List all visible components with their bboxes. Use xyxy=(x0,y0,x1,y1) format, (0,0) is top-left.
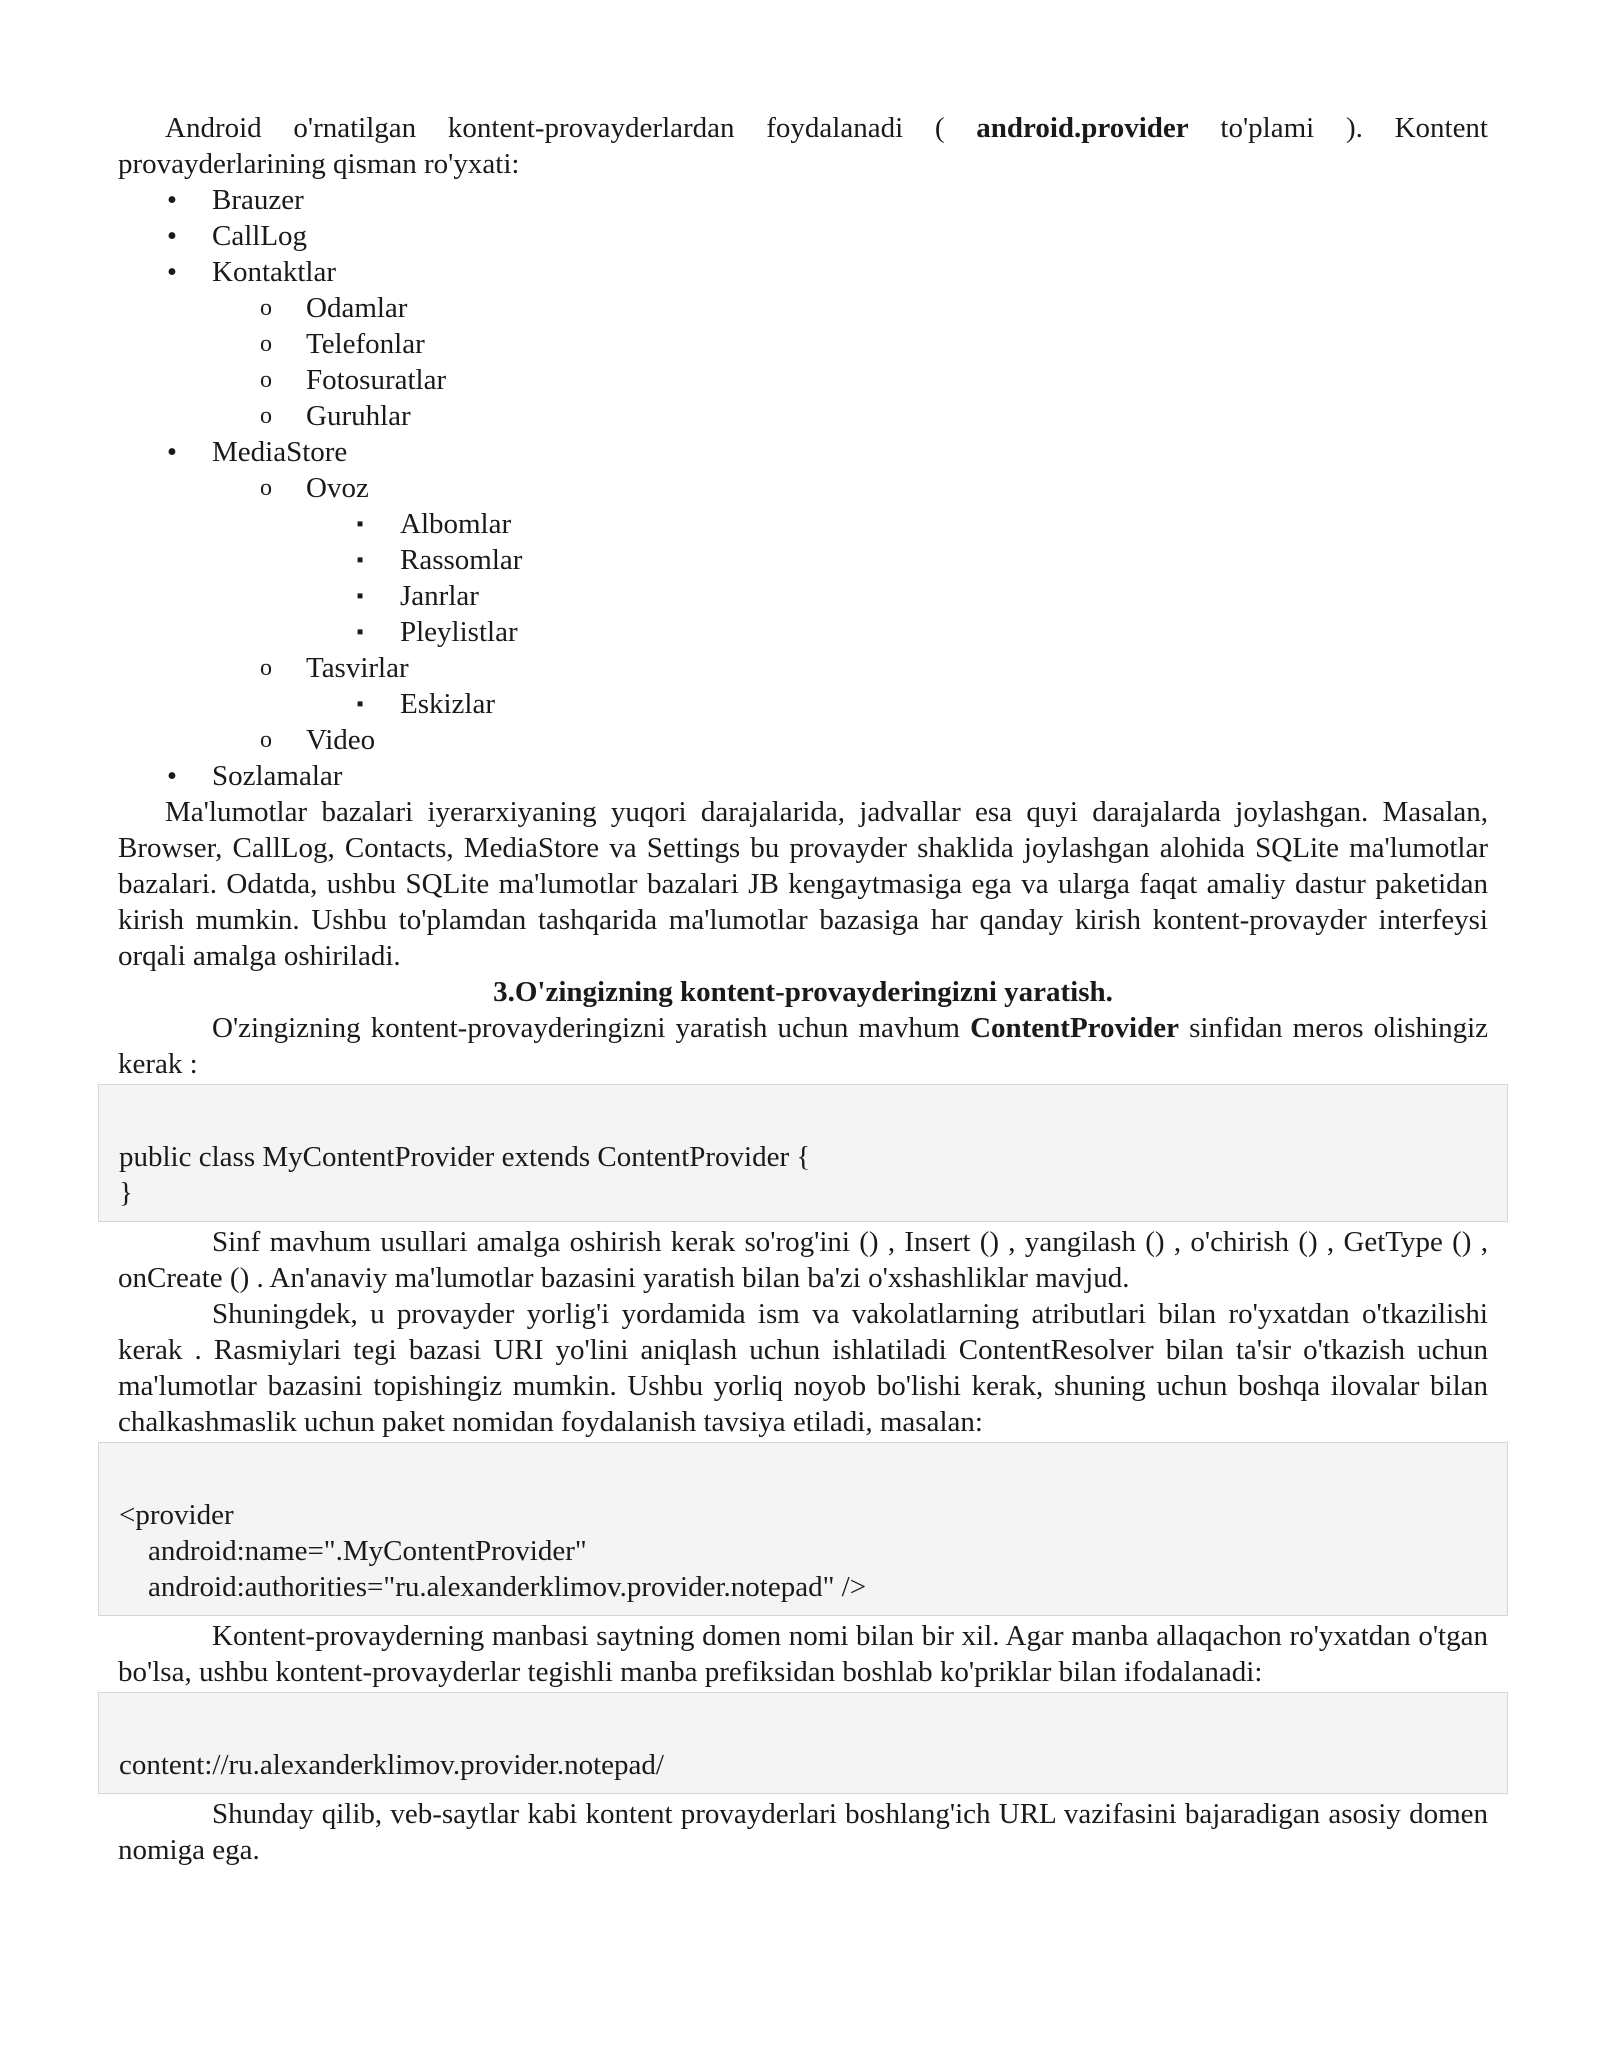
bullet-marker: • xyxy=(166,220,178,252)
bullet-marker: ▪ xyxy=(356,513,364,535)
provider-list xyxy=(118,182,1488,794)
list-item-label: Sozlamalar xyxy=(212,760,343,792)
list-item-label: Odamlar xyxy=(306,292,408,324)
list-item xyxy=(118,614,1488,650)
list-item-label: Guruhlar xyxy=(306,400,411,432)
list-item-label: Brauzer xyxy=(212,184,304,216)
bullet-marker: • xyxy=(166,184,178,216)
list-item-label: Ovoz xyxy=(306,472,369,504)
list-item-label: Albomlar xyxy=(400,508,512,540)
list-item xyxy=(118,182,1488,218)
domain-paragraph: Kontent-provayderning manbasi saytning domen nomi bilan bir xil. Agar manba allaqachon ro'yxatdan o'tgan bo'lsa, ushbu kontent-provayderlar tegishli manba prefiksidan boshlab ko'priklar bilan ifodalanadi: xyxy=(118,1620,1488,1688)
document-page xyxy=(118,110,1488,1868)
code-block-manifest: <provider android:name=".MyContentProvider" android:authorities="ru.alexanderklimov.provider.notepad" /> xyxy=(98,1442,1508,1616)
register-paragraph: Shuningdek, u provayder yorlig'i yordamida ism va vakolatlarning atributlari bilan ro'yxatdan o'tkazilishi kerak . Rasmiylari tegi bazasi URI yo'lini aniqlash uchun ishlatiladi ContentResolver bilan ta'sir o'tkazish uchun ma'lumotlar bazasini topishingiz mumkin. Ushbu yorliq noyob bo'lishi kerak, shuning uchun boshqa ilovalar bilan chalkashmaslik uchun paket nomidan foydalanish tavsiya etiladi, masalan: xyxy=(118,1298,1488,1438)
list-item xyxy=(118,434,1488,470)
final-paragraph: Shunday qilib, veb-saytlar kabi kontent provayderlari boshlang'ich URL vazifasini bajaradigan asosiy domen nomiga ega. xyxy=(118,1798,1488,1866)
bullet-marker: o xyxy=(260,331,272,357)
create-text-1: O'zingizning kontent-provayderingizni yaratish uchun mavhum xyxy=(212,1012,971,1044)
list-item xyxy=(118,722,1488,758)
bullet-marker: o xyxy=(260,475,272,501)
create-bold-class: ContentProvider xyxy=(970,1012,1179,1044)
create-text-2: sinfidan meros olishingiz kerak : xyxy=(118,1012,1489,1080)
list-item xyxy=(118,254,1488,290)
list-item xyxy=(118,650,1488,686)
list-item xyxy=(118,686,1488,722)
list-item-label: Kontaktlar xyxy=(212,256,337,288)
databases-paragraph: Ma'lumotlar bazalari iyerarxiyaning yuqori darajalarida, jadvallar esa quyi darajalarda joylashgan. Masalan, Browser, CallLog, Contacts, MediaStore va Settings bu provayder shaklida joylashgan alohida SQLite ma'lumotlar bazalari. Odatda, ushbu SQLite ma'lumotlar bazalari JB kengaytmasiga ega va ularga faqat amaliy dastur paketidan kirish mumkin. Ushbu to'plamdan tashqarida ma'lumotlar bazasiga har qanday kirish kontent-provayder interfeysi orqali amalga oshiriladi. xyxy=(118,796,1488,972)
list-item-label: Fotosuratlar xyxy=(306,364,447,396)
bullet-marker: • xyxy=(166,256,178,288)
list-item-label: CallLog xyxy=(212,220,308,252)
bullet-marker: o xyxy=(260,403,272,429)
list-item xyxy=(118,758,1488,794)
methods-paragraph: Sinf mavhum usullari amalga oshirish kerak so'rog'ini () , Insert () , yangilash () , o'chirish () , GetType () , onCreate () . An'anaviy ma'lumotlar bazasini yaratish bilan ba'zi o'xshashliklar mavjud. xyxy=(118,1226,1488,1294)
list-item-label: Janrlar xyxy=(400,580,479,612)
bullet-marker: o xyxy=(260,727,272,753)
code-block-uri: content://ru.alexanderklimov.provider.notepad/ xyxy=(98,1692,1508,1794)
list-item xyxy=(118,362,1488,398)
create-paragraph xyxy=(118,1010,1488,1082)
bullet-marker: o xyxy=(260,295,272,321)
intro-bold-package: android.provider xyxy=(976,112,1189,144)
bullet-marker: o xyxy=(260,655,272,681)
list-item-label: Telefonlar xyxy=(306,328,425,360)
list-item-label: Pleylistlar xyxy=(400,616,518,648)
list-item xyxy=(118,290,1488,326)
code-block-class: public class MyContentProvider extends ContentProvider { } xyxy=(98,1084,1508,1222)
bullet-marker: • xyxy=(166,436,178,468)
list-item xyxy=(118,470,1488,506)
bullet-marker: • xyxy=(166,760,178,792)
list-item xyxy=(118,326,1488,362)
bullet-marker: ▪ xyxy=(356,693,364,715)
list-item xyxy=(118,542,1488,578)
bullet-marker: ▪ xyxy=(356,585,364,607)
list-item-label: Rassomlar xyxy=(400,544,523,576)
list-item-label: MediaStore xyxy=(212,436,348,468)
bullet-marker: ▪ xyxy=(356,549,364,571)
list-item xyxy=(118,578,1488,614)
section-heading: 3.O'zingizning kontent-provayderingizni yaratish. xyxy=(493,976,1113,1008)
intro-text-1: Android o'rnatilgan kontent-provayderlardan foydalanadi ( xyxy=(165,112,977,144)
list-item xyxy=(118,506,1488,542)
list-item xyxy=(118,218,1488,254)
list-item-label: Tasvirlar xyxy=(306,652,409,684)
intro-paragraph xyxy=(118,110,1488,182)
intro-text-2: to'plami ). Kontent provayderlarining qisman ro'yxati: xyxy=(118,112,1488,180)
bullet-marker: ▪ xyxy=(356,621,364,643)
list-item-label: Eskizlar xyxy=(400,688,496,720)
list-item xyxy=(118,398,1488,434)
list-item-label: Video xyxy=(306,724,376,756)
bullet-marker: o xyxy=(260,367,272,393)
